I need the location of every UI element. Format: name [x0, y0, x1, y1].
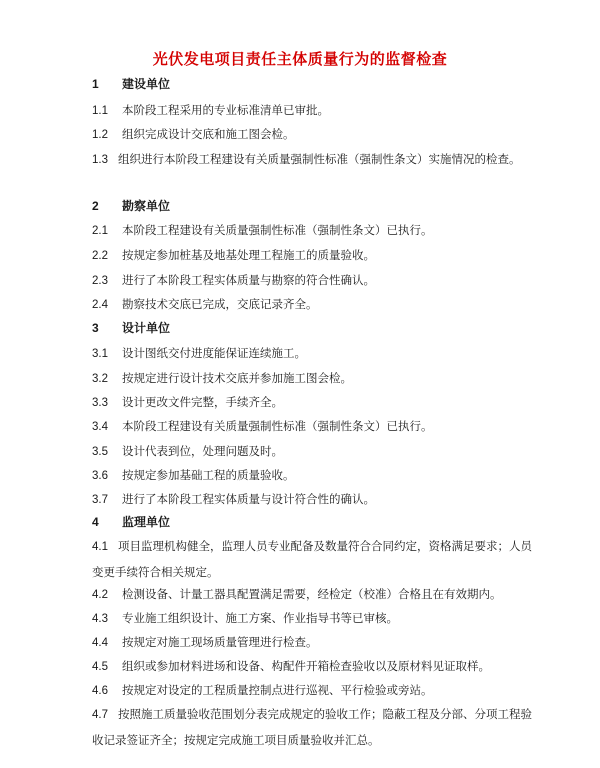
item-number: 4.5: [92, 661, 108, 673]
item-number: 3.2: [92, 373, 108, 385]
item-number: 3.5: [92, 446, 108, 458]
list-item: [92, 414, 532, 440]
list-item: [92, 439, 532, 465]
item-text: 勘察技术交底已完成，交底记录齐全。: [122, 297, 318, 311]
item-text: 设计代表到位，处理问题及时。: [122, 444, 283, 458]
item-number: 3.7: [92, 494, 108, 506]
section-heading-2: [92, 194, 532, 219]
item-text: 进行了本阶段工程实体质量与勘察的符合性确认。: [122, 273, 375, 287]
item-text: 按规定参加桩基及地基处理工程施工的质量验收。: [122, 248, 375, 262]
item-text: 设计更改文件完整，手续齐全。: [122, 395, 283, 409]
list-item: [92, 147, 532, 173]
list-item: [92, 292, 532, 318]
list-item: [92, 654, 532, 680]
item-text: 设计图纸交付进度能保证连续施工。: [122, 346, 306, 360]
section-title: 设计单位: [122, 321, 171, 335]
item-text: 按规定进行设计技术交底并参加施工图会检。: [122, 371, 352, 385]
list-item: [92, 243, 532, 269]
item-text: 组织进行本阶段工程建设有关质量强制性标准（强制性条文）实施情况的检查。: [118, 152, 521, 166]
section-heading-1: [92, 72, 532, 97]
list-item: [92, 702, 532, 753]
item-number: 3.6: [92, 470, 108, 482]
item-text: 专业施工组织设计、施工方案、作业指导书等已审核。: [122, 611, 398, 625]
section-title: 建设单位: [122, 77, 171, 91]
list-item: [92, 341, 532, 367]
section-number: 3: [92, 321, 99, 335]
item-number: 4.2: [92, 589, 108, 601]
item-text: 进行了本阶段工程实体质量与设计符合性的确认。: [122, 492, 375, 506]
item-text: 组织完成设计交底和施工图会检。: [122, 127, 295, 141]
item-number: 2.1: [92, 225, 108, 237]
section-heading-4: [92, 510, 532, 535]
section-heading-3: [92, 316, 532, 341]
item-number: 4.4: [92, 637, 108, 649]
item-number: 1.2: [92, 129, 108, 141]
item-number: 4.6: [92, 685, 108, 697]
item-number: 1.3: [92, 154, 108, 166]
item-text: 本阶段工程建设有关质量强制性标准（强制性条文）已执行。: [122, 419, 433, 433]
item-number: 3.1: [92, 348, 108, 360]
list-item: [92, 122, 532, 148]
item-text: 按规定对施工现场质量管理进行检查。: [122, 635, 318, 649]
item-number: 3.3: [92, 397, 108, 409]
list-item: [92, 582, 532, 608]
item-text: 本阶段工程建设有关质量强制性标准（强制性条文）已执行。: [122, 223, 433, 237]
list-item: [92, 534, 532, 585]
section-title: 勘察单位: [122, 199, 171, 213]
list-item: [92, 218, 532, 244]
item-text: 按照施工质量验收范围划分表完成规定的验收工作；隐蔽工程及分部、分项工程验收记录签证齐全；按规定完成施工项目质量验收并汇总。: [92, 707, 532, 747]
item-number: 1.1: [92, 105, 108, 117]
item-number: 3.4: [92, 421, 108, 433]
list-item: [92, 606, 532, 632]
item-number: 4.3: [92, 613, 108, 625]
item-number: 2.2: [92, 250, 108, 262]
item-text: 组织或参加材料进场和设备、构配件开箱检查验收以及原材料见证取样。: [122, 659, 490, 673]
list-item: [92, 678, 532, 704]
item-number: 2.4: [92, 299, 108, 311]
item-text: 按规定对设定的工程质量控制点进行巡视、平行检验或旁站。: [122, 683, 433, 697]
list-item: [92, 630, 532, 656]
list-item: [92, 366, 532, 392]
item-number: 4.1: [92, 541, 108, 553]
item-text: 本阶段工程采用的专业标准清单已审批。: [122, 103, 329, 117]
section-number: 4: [92, 515, 99, 529]
list-item: [92, 98, 532, 124]
section-number: 2: [92, 199, 99, 213]
section-title: 监理单位: [122, 515, 171, 529]
document-title: 光伏发电项目责任主体质量行为的监督检查: [152, 50, 448, 68]
list-item: [92, 463, 532, 489]
section-number: 1: [92, 77, 99, 91]
item-text: 项目监理机构健全，监理人员专业配备及数量符合合同约定，资格满足要求；人员变更手续符合相关规定。: [92, 539, 532, 579]
item-text: 按规定参加基础工程的质量验收。: [122, 468, 295, 482]
list-item: [92, 268, 532, 294]
item-number: 4.7: [92, 709, 108, 721]
item-text: 检测设备、计量工器具配置满足需要，经检定（校准）合格且在有效期内。: [122, 587, 502, 601]
list-item: [92, 390, 532, 416]
item-number: 2.3: [92, 275, 108, 287]
